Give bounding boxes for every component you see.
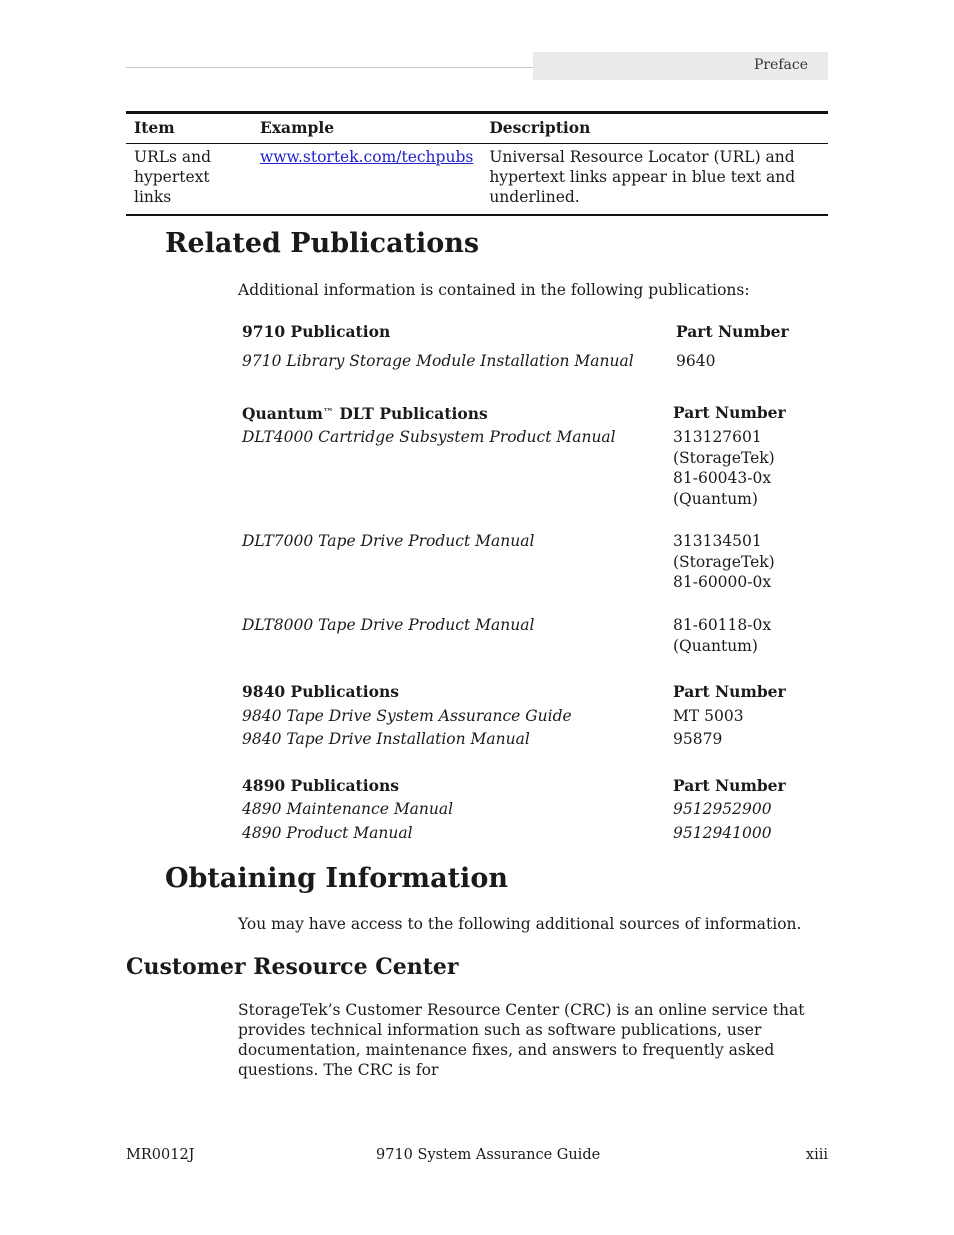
techpubs-link[interactable]: www.stortek.com/techpubs	[260, 148, 474, 166]
publication-title: 4890 Maintenance Manual	[242, 800, 454, 818]
group-4890-part-number-label: Part Number	[673, 776, 786, 795]
group-9710-heading: 9710 Publication	[242, 322, 391, 341]
publication-part-number: 9512941000	[673, 824, 772, 842]
publication-part-number-line: 81-60043-0x	[673, 469, 772, 487]
cell-item: URLs and hypertext links	[126, 144, 252, 216]
conventions-table	[126, 111, 828, 216]
publication-part-number-line: 81-60000-0x	[673, 573, 772, 591]
publication-title: DLT4000 Cartridge Subsystem Product Manual	[242, 428, 616, 446]
group-9840-heading: 9840 Publications	[242, 682, 399, 701]
header-section-label: Preface	[753, 57, 808, 73]
customer-resource-center-heading: Customer Resource Center	[126, 954, 459, 980]
footer-doc-title: 9710 System Assurance Guide	[376, 1147, 601, 1163]
group-9710-part-number-label: Part Number	[676, 322, 789, 341]
table-header-row	[126, 113, 828, 144]
column-header-item: Item	[126, 113, 252, 144]
trademark-symbol: ™	[322, 406, 334, 419]
publication-title: 9710 Library Storage Module Installation Manual	[242, 352, 634, 370]
obtaining-information-intro: You may have access to the following additional sources of information.	[238, 915, 802, 933]
group-9840-part-number-label: Part Number	[673, 682, 786, 701]
group-dlt-part-number-label: Part Number	[673, 403, 786, 422]
publication-part-number-line: (StorageTek)	[673, 552, 775, 571]
publication-title: DLT8000 Tape Drive Product Manual	[242, 616, 535, 634]
column-header-description: Description	[481, 113, 828, 144]
related-publications-heading: Related Publications	[165, 228, 480, 259]
publication-part-number-line: (Quantum)	[673, 636, 758, 655]
publication-part-number-line: (Quantum)	[673, 489, 758, 508]
header-rule	[126, 67, 534, 68]
cell-example	[252, 144, 481, 216]
publication-part-number-line: 313134501	[673, 532, 762, 550]
publication-part-number-line: (StorageTek)	[673, 448, 775, 467]
related-publications-intro: Additional information is contained in the following publications:	[238, 281, 750, 299]
group-4890-heading: 4890 Publications	[242, 776, 399, 795]
publication-title: 9840 Tape Drive System Assurance Guide	[242, 707, 572, 725]
publication-part-number: 9640	[676, 352, 716, 370]
footer-doc-number: MR0012J	[126, 1147, 195, 1163]
group-dlt-heading: Quantum™ DLT Publications	[242, 404, 488, 423]
customer-resource-center-body: StorageTek’s Customer Resource Center (CRC) is an online service that provides technical information such as software publications, user documentation, maintenance fixes, and answers to frequently asked questions. The CRC is for	[238, 1001, 805, 1079]
table-row	[126, 144, 828, 216]
column-header-example: Example	[252, 113, 481, 144]
publication-part-number-line: 313127601	[673, 428, 762, 446]
publication-part-number: 9512952900	[673, 800, 772, 818]
obtaining-information-heading: Obtaining Information	[165, 863, 508, 894]
publication-title: DLT7000 Tape Drive Product Manual	[242, 532, 535, 550]
publication-title: 9840 Tape Drive Installation Manual	[242, 730, 530, 748]
cell-description: Universal Resource Locator (URL) and hypertext links appear in blue text and underlined.	[481, 144, 828, 216]
footer-page-number: xiii	[805, 1147, 828, 1163]
publication-part-number: MT 5003	[673, 707, 744, 725]
publication-part-number-line: 81-60118-0x	[673, 616, 772, 634]
publication-title: 4890 Product Manual	[242, 824, 413, 842]
publication-part-number: 95879	[673, 730, 723, 748]
